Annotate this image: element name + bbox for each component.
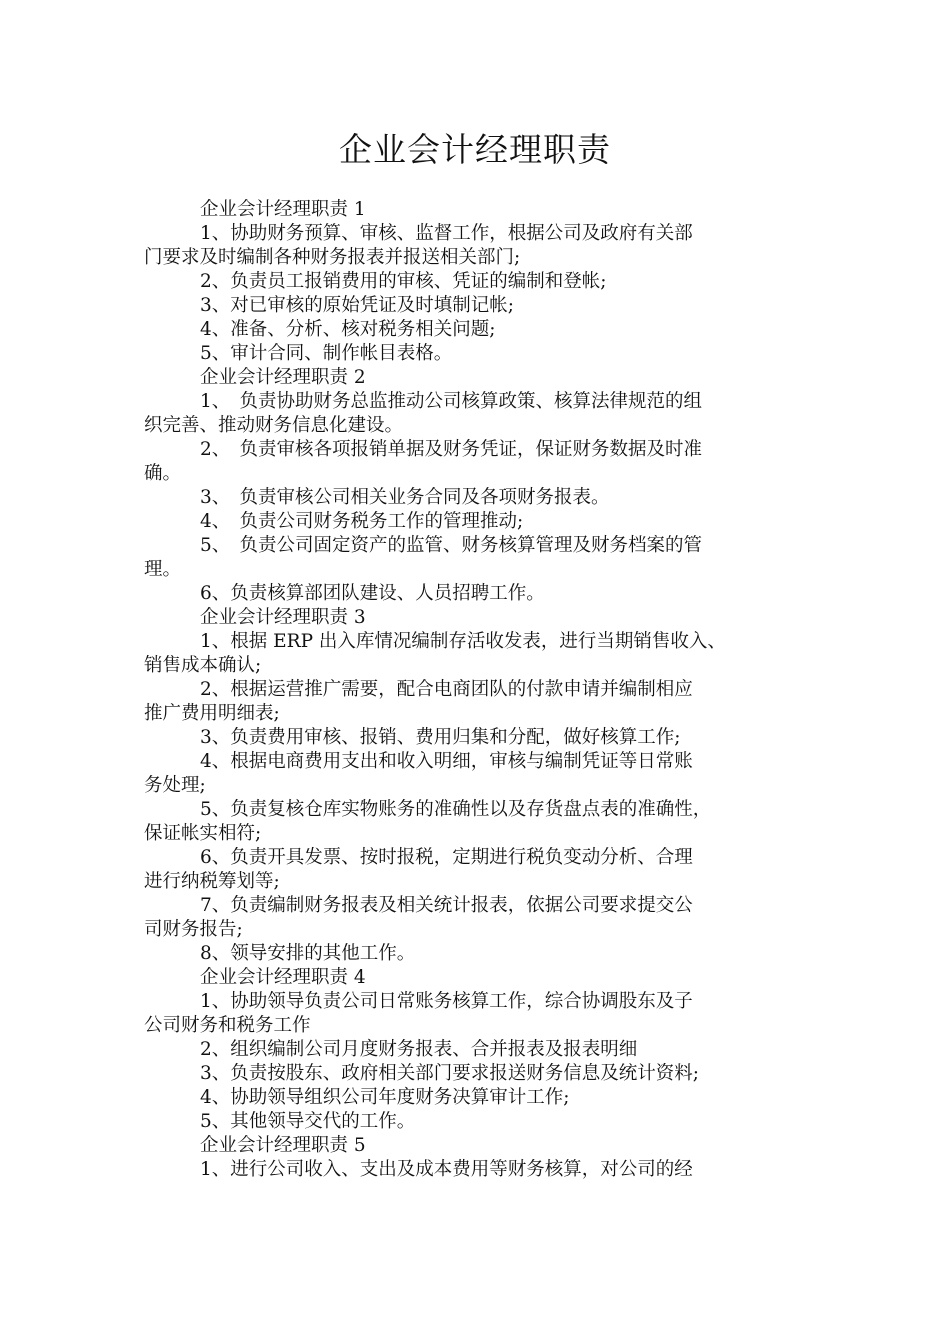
text-line: 3、 负责审核公司相关业务合同及各项财务报表。 xyxy=(200,487,610,508)
text-line: 3、负责按股东、政府相关部门要求报送财务信息及统计资料; xyxy=(200,1063,700,1084)
document-body xyxy=(144,198,824,1182)
text-line: 3、负责费用审核、报销、费用归集和分配，做好核算工作; xyxy=(200,727,681,748)
text-line: 公司财务和税务工作 xyxy=(144,1015,311,1036)
text-line: 进行纳税筹划等; xyxy=(144,871,280,892)
text-line: 4、根据电商费用支出和收入明细，审核与编制凭证等日常账 xyxy=(200,751,693,772)
text-line: 门要求及时编制各种财务报表并报送相关部门; xyxy=(144,247,521,268)
section-heading: 企业会计经理职责 1 xyxy=(200,199,366,220)
page-title: 企业会计经理职责 xyxy=(339,130,611,169)
text-line: 5、 负责公司固定资产的监管、财务核算管理及财务档案的管 xyxy=(200,535,703,556)
text-line: 2、组织编制公司月度财务报表、合并报表及报表明细 xyxy=(200,1039,638,1060)
section-heading: 企业会计经理职责 3 xyxy=(200,607,366,628)
section-heading: 企业会计经理职责 5 xyxy=(200,1135,366,1156)
text-line: 1、 负责协助财务总监推动公司核算政策、核算法律规范的组 xyxy=(200,391,703,412)
text-line: 5、其他领导交代的工作。 xyxy=(200,1111,416,1132)
text-line: 5、审计合同、制作帐目表格。 xyxy=(200,343,453,364)
text-line: 1、根据 ERP 出入库情况编制存活收发表，进行当期销售收入、 xyxy=(200,631,726,652)
text-line: 推广费用明细表; xyxy=(144,703,280,724)
text-line: 务处理; xyxy=(144,775,206,796)
text-line: 保证帐实相符; xyxy=(144,823,262,844)
text-line: 司财务报告; xyxy=(144,919,243,940)
text-line: 6、负责开具发票、按时报税，定期进行税负变动分析、合理 xyxy=(200,847,693,868)
text-line: 4、协助领导组织公司年度财务决算审计工作; xyxy=(200,1087,570,1108)
text-line: 1、进行公司收入、支出及成本费用等财务核算，对公司的经 xyxy=(200,1159,693,1180)
text-line: 1、协助财务预算、审核、监督工作，根据公司及政府有关部 xyxy=(200,223,693,244)
text-line: 2、 负责审核各项报销单据及财务凭证，保证财务数据及时准 xyxy=(200,439,703,460)
section-heading: 企业会计经理职责 4 xyxy=(200,967,366,988)
text-line: 6、负责核算部团队建设、人员招聘工作。 xyxy=(200,583,545,604)
section-heading: 企业会计经理职责 2 xyxy=(200,367,366,388)
text-line: 织完善、推动财务信息化建设。 xyxy=(144,415,404,436)
text-line: 4、准备、分析、核对税务相关问题; xyxy=(200,319,496,340)
text-line: 1、协助领导负责公司日常账务核算工作，综合协调股东及子 xyxy=(200,991,693,1012)
text-line: 8、领导安排的其他工作。 xyxy=(200,943,416,964)
text-line: 2、根据运营推广需要，配合电商团队的付款申请并编制相应 xyxy=(200,679,693,700)
text-line: 3、对已审核的原始凭证及时填制记帐; xyxy=(200,295,515,316)
text-line: 销售成本确认; xyxy=(144,655,262,676)
text-line: 理。 xyxy=(144,559,182,580)
text-line: 5、负责复核仓库实物账务的准确性以及存货盘点表的准确性， xyxy=(200,799,712,820)
text-line: 确。 xyxy=(144,463,182,484)
text-line: 4、 负责公司财务税务工作的管理推动; xyxy=(200,511,524,532)
text-line: 2、负责员工报销费用的审核、凭证的编制和登帐; xyxy=(200,271,607,292)
text-line: 7、负责编制财务报表及相关统计报表，依据公司要求提交公 xyxy=(200,895,693,916)
